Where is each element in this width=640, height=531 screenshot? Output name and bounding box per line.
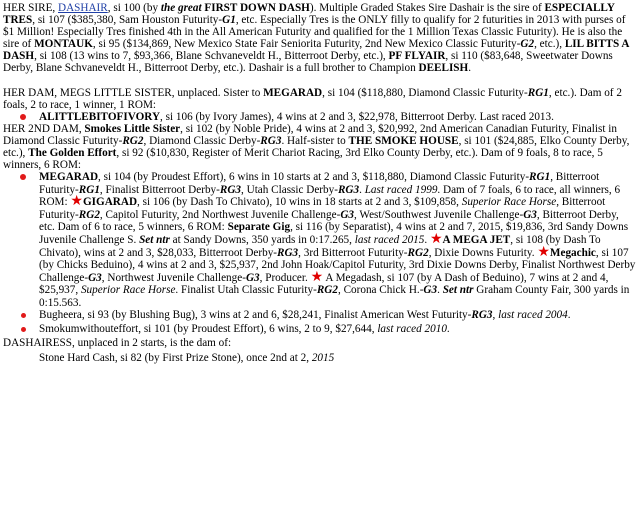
second-dam-paragraph: HER 2ND DAM, Smokes Little Sister, si 102 (by Noble Pride), 4 wins at 2 and 3, $20,992, 2nd American Canadian Futurity, Finalist in Diamond Classic Futurity-RG2, Diamond Classic Derby-RG3. Half-sister to THE SMOKE HOUSE, si 101 ($24,885, Elko County Derby, etc.), The Golden Effort, si 92 ($10,830, Register of Merit Chariot Racing, 3rd Elko County Derby, etc.). Dam of 9 foals, 8 to race, 5 winners, 6 ROM: bbox=[3, 122, 630, 172]
list-item-smokum: Smokumwithouteffort, si 101 (by Proudest Effort), 6 wins, 2 to 9, $27,644, last raced 2010. bbox=[3, 323, 637, 335]
red-circle-bullet-icon bbox=[21, 327, 26, 332]
red-star-icon: ★ bbox=[537, 244, 550, 260]
dam-paragraph: HER DAM, MEGS LITTLE SISTER, unplaced. Sister to MEGARAD, si 104 ($118,880, Diamond Classic Futurity-RG1, etc.). Dam of 2 foals, 2 to race, 1 winner, 1 ROM: bbox=[3, 86, 622, 111]
stone-hard-cash-line: Stone Hard Cash, si 82 (by First Prize Stone), once 2nd at 2, 2015 bbox=[39, 351, 335, 364]
list-item: ALITTLEBITOFIVORY, si 106 (by Ivory James), 4 wins at 2 and 3, $22,978, Bitterroot Derby. Last raced 2013. bbox=[3, 111, 637, 123]
red-star-icon: ★ bbox=[310, 269, 324, 285]
red-star-icon: ★ bbox=[429, 231, 443, 247]
red-circle-bullet-icon bbox=[20, 114, 26, 120]
red-star-icon: ★ bbox=[70, 194, 83, 210]
dashairess-paragraph: DASHAIRESS, unplaced in 2 starts, is the dam of: bbox=[3, 337, 232, 350]
red-circle-bullet-icon bbox=[21, 313, 26, 318]
list-item-bugheera: Bugheera, si 93 (by Blushing Bug), 3 wins at 2 and 6, $28,241, Finalist American West Futurity-RG3, last raced 2004. bbox=[3, 309, 637, 321]
list-item-megarad: MEGARAD, si 104 (by Proudest Effort), 6 wins in 10 starts at 2 and 3, $118,880, Diamond Classic Futurity-RG1, Bitterroot Futurity-RG1, Finalist Bitterroot Derby-RG3, Utah Classic Derby-RG3. Last raced 1999. Dam of 7 foals, 6 to race, all winners, 6 ROM: ★GIGARAD, si 106 (by Dash To Chivato), 10 wins in 18 starts at 2 and 3, $109,858, Superior Race Horse, Bitterroot Futurity-RG2, Capitol Futurity, 2nd Northwest Juvenile Challenge-G3, West/Southwest Juvenile Challenge-G3, Bitterroot Derby, etc. Dam of 6 to race, 5 winners, 6 ROM: Separate Gig, si 116 (by Separatist), 4 wins at 2 and 7, 2015, $19,836, 3rd Sandy Downs Juvenile Challenge S. Set ntr at Sandy Downs, 350 yards in 0:17.265, last raced 2015. ★A MEGA JET, si 108 (by Dash To Chivato), wins at 2 and 3, $28,033, Bitterroot Derby-RG3, 3rd Bitterroot Futurity-RG2, Dixie Downs Futurity. ★Megachic, si 107 (by Chicks Beduino), 4 wins at 2 and 3, $25,937, 2nd John Hoak/Capitol Futurity, 3rd Dixie Downs Derby, Finalist Northwest Derby Challenge-G3, Northwest Juvenile Challenge-G3, Producer. ★ A Megadash, si 107 (by A Dash of Beduino), 7 wins at 2 and 4, $25,937, Superior Race Horse. Finalist Utah Classic Futurity-RG2, Corona Chick H.-G3. Set ntr Graham County Fair, 300 yards in 0:15.563. bbox=[3, 171, 637, 309]
dashair-link[interactable]: DASHAIR bbox=[58, 2, 108, 14]
red-circle-bullet-icon bbox=[20, 174, 26, 180]
sire-paragraph: HER SIRE, DASHAIR, si 100 (by the great FIRST DOWN DASH). Multiple Graded Stakes Sire Dashair is the sire of ESPECIALLY TRES, si 107 ($385,380, Sam Houston Futurity-G1, etc. Especially Tres is the ONLY filly to qualify for 2 futurities in 2013 with purses of $1 Million! Especially Tres finished 4th in the All American Futurity and qualified for the 1 Million Texas Classic Futurity). He is also the sire of MONTAUK, si 95 ($134,869, New Mexico State Fair Seniorita Futurity, 2nd New Mexico Classic Futurity-G2, etc.), LIL BITTS A DASH, si 108 (13 wins to 7, $93,366, Blane Schvaneveldt H., Bitterroot Derby, etc.), PF FLYAIR, si 110 ($83,648, Sweetwater Downs Derby, Blane Schvaneveldt H., Bitterroot Derby, etc.). Dashair is a full brother to Champion DEELISH. bbox=[3, 2, 629, 75]
